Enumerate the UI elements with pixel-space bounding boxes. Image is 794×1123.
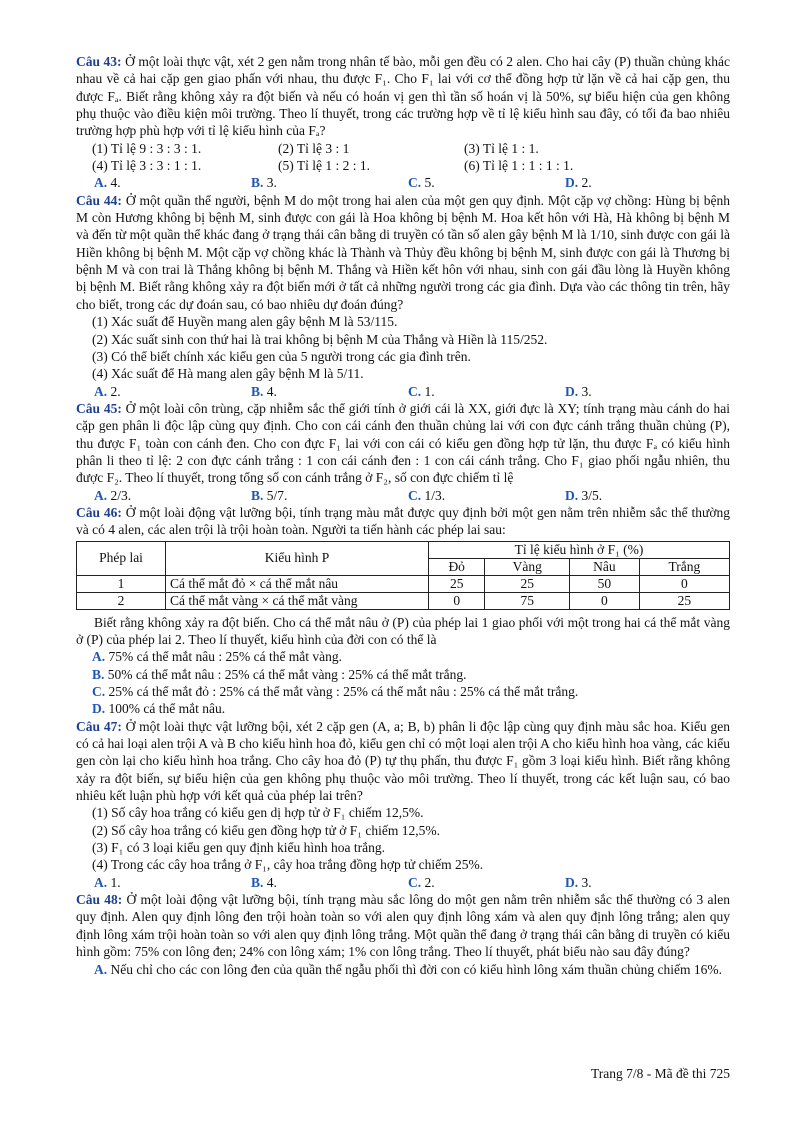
cell: 1: [77, 575, 166, 592]
cell: 25: [485, 575, 570, 592]
question-text: Ở một loài thực vật lưỡng bội, xét 2 cặp gen (A, a; B, b) phân li độc lập cùng quy định màu sắc hoa. Kiểu gen có cả hai loại alen trội A và B cho kiểu hình hoa đỏ, kiểu gen chỉ có một loại alen trội A cho kiểu hình hoa vàng, các kiểu gen còn lại cho kiểu hình hoa trắng. Cho cây hoa đỏ (P) tự thụ phấn, thu được F₁ gồm 3 loại kiểu hình. Biết rằng không xảy ra đột biến, sự biểu hiện của gen không phụ thuộc vào môi trường. Theo lí thuyết, trong các kết luận sau, có bao nhiêu kết luận phù hợp với kết quả của phép lai trên?: [76, 718, 730, 804]
cell: Cá thể mắt vàng × cá thể mắt vàng: [166, 592, 429, 609]
header-color: Đỏ: [429, 558, 485, 575]
header-color: Nâu: [570, 558, 640, 575]
statement-item: (1) Xác suất để Huyền mang alen gây bệnh M là 53/115.: [92, 314, 398, 330]
cross-table: [76, 541, 730, 610]
answer-options: [76, 487, 730, 504]
cell: 50: [570, 575, 640, 592]
cell: 0: [639, 575, 729, 592]
statement-item: (2) Xác suất sinh con thứ hai là trai không bị bệnh M của Thắng và Hiền là 115/252.: [92, 331, 548, 347]
cell: 0: [570, 592, 640, 609]
option-b[interactable]: B. 5/7.: [251, 487, 288, 503]
option-c[interactable]: C. 25% cá thể mắt đỏ : 25% cá thể mắt vàng : 25% cá thể mắt nâu : 25% cá thể mắt trắng.: [92, 684, 579, 699]
table-row: [77, 592, 730, 609]
header-phenotype: Kiểu hình P: [166, 541, 429, 575]
statement-item: (3) F₁ có 3 loại kiểu gen quy định kiểu hình hoa trắng.: [92, 840, 386, 856]
question-label: Câu 44:: [76, 192, 122, 208]
option-b[interactable]: B. 4.: [251, 383, 277, 399]
option-a[interactable]: A. 75% cá thể mắt nâu : 25% cá thể mắt vàng.: [92, 649, 343, 665]
cell: Cá thể mắt đỏ × cá thể mắt nâu: [166, 575, 429, 592]
question-46: [76, 504, 730, 539]
option-a[interactable]: A. 2.: [94, 383, 121, 399]
case-item: (1) Tỉ lệ 9 : 3 : 3 : 1.: [92, 140, 202, 156]
question-label: Câu 43:: [76, 54, 122, 69]
case-row: [76, 140, 730, 157]
option-b[interactable]: B. 50% cá thể mắt nâu : 25% cá thể mắt vàng : 25% cá thể mắt trắng.: [92, 666, 467, 682]
option-d[interactable]: D. 2.: [565, 175, 592, 191]
answer-options: [76, 174, 730, 191]
case-item: (3) Tỉ lệ 1 : 1.: [464, 140, 539, 156]
question-text: Ở một loài thực vật, xét 2 gen nằm trong nhân tế bào, mỗi gen đều có 2 alen. Cho hai cây (P) thuần chủng khác nhau về cả hai cặp gen giao phấn với nhau, thu được F₁. Cho F₁ lai với cơ thể đồng hợp tử lặn về cả hai cặp gen, thu được Fₐ. Biết rằng không xảy ra đột biến và nếu có hoán vị gen thì tần số hoán vị là 50%, sự biểu hiện của gen không phụ thuộc vào điều kiện môi trường. Theo lí thuyết, trong các trường hợp về tỉ lệ kiểu hình sau đây, có tối đa bao nhiêu trường hợp phù hợp với tỉ lệ kiểu hình của Fₐ?: [76, 54, 730, 139]
question-45: [76, 400, 730, 487]
case-item: (6) Tỉ lệ 1 : 1 : 1 : 1.: [464, 158, 574, 174]
statement-item: (2) Số cây hoa trắng có kiểu gen đồng hợp tử ở F₁ chiếm 12,5%.: [92, 822, 440, 838]
page-footer: Trang 7/8 - Mã đề thi 725: [591, 1066, 730, 1081]
question-text: Ở một loài động vật lưỡng bội, tính trạng màu mắt được quy định bởi một gen nằm trên nhiễm sắc thể thường và có 4 alen, các alen trội là trội hoàn toàn. Người ta tiến hành các phép lai sau:: [76, 504, 730, 538]
question-47: [76, 718, 730, 805]
option-c[interactable]: C. 5.: [408, 175, 435, 191]
option-d[interactable]: D. 3/5.: [565, 487, 603, 503]
case-item: (5) Tỉ lệ 1 : 2 : 1.: [278, 158, 370, 174]
answer-options: [76, 383, 730, 400]
question-44: [76, 192, 730, 313]
option-d[interactable]: D. 3.: [565, 874, 592, 890]
question-43: [76, 53, 730, 140]
cell: 2: [77, 592, 166, 609]
question-label: Câu 47:: [76, 718, 122, 734]
header-color: Vàng: [485, 558, 570, 575]
statement-item: (3) Có thể biết chính xác kiểu gen của 5 người trong các gia đình trên.: [92, 348, 471, 364]
question-label: Câu 48:: [76, 892, 123, 908]
option-b[interactable]: B. 4.: [251, 874, 277, 890]
exam-page: [76, 53, 730, 978]
question-text: Ở một loài côn trùng, cặp nhiễm sắc thể giới tính ở giới cái là XX, giới đực là XY; tính trạng màu cánh do hai cặp gen phân li độc lập cùng quy định. Cho con cái cánh đen thuần chủng lai với con đực cánh trắng thuần chủng (P), thu được F₁ toàn con cánh đen. Cho con đực F₁ lai với con cái có kiểu gen đồng hợp tử lặn, thu được Fₐ có kiểu hình phân li theo tỉ lệ: 2 con đực cánh trắng : 1 con cái cánh đen : 1 con cái cánh trắng. Cho F₁ giao phối ngẫu nhiên, thu được F₂. Theo lí thuyết, trong tổng số con cánh trắng ở F₂, số con đực chiếm tỉ lệ: [76, 400, 730, 486]
cell: 25: [429, 575, 485, 592]
cell: 0: [429, 592, 485, 609]
question-46-followup: Biết rằng không xảy ra đột biến. Cho cá thể mắt nâu ở (P) của phép lai 1 giao phối với một trong hai cá thể mắt vàng ở (P) của phép lai 2. Theo lí thuyết, kiểu hình của đời con có thể là: [76, 614, 730, 647]
table-header-row: [77, 541, 730, 558]
answer-options: [76, 874, 730, 891]
option-c[interactable]: C. 1.: [408, 383, 435, 399]
cell: 75: [485, 592, 570, 609]
option-a[interactable]: A. 2/3.: [94, 487, 132, 503]
option-c[interactable]: C. 1/3.: [408, 487, 446, 503]
option-b[interactable]: B. 3.: [251, 175, 277, 191]
option-a[interactable]: A. 1.: [94, 874, 121, 890]
question-text: Ở một quần thể người, bệnh M do một trong hai alen của một gen quy định. Một cặp vợ chồng: Hùng bị bệnh M còn Hương không bị bệnh M, sinh được con gái là Hoa không bị bệnh M. Hoa kết hôn với Hà, Hà không bị bệnh M và đến từ một quần thể khác đang ở trạng thái cân bằng di truyền có tần số alen gây bệnh M là 1/10, sinh được con gái là Hiền không bị bệnh M. Một cặp vợ chồng khác là Thành và Thủy đều không bị bệnh M, sinh được con gái là Thương bị bệnh M và con trai là Thắng không bị bệnh M. Thắng và Hiền kết hôn với nhau, sinh con gái đầu lòng là Huyền không bị bệnh M. Biết rằng không xảy ra đột biến mới ở tất cả những người trong các gia đình. Dựa vào các thông tin trên, hãy cho biết, trong các dự đoán sau, có bao nhiêu dự đoán đúng?: [76, 192, 730, 312]
option-a[interactable]: A. Nếu chỉ cho các con lông đen của quần thể ngẫu phối thì đời con có kiểu hình lông xám thuần chủng chiếm 16%.: [94, 961, 722, 977]
case-row: [76, 157, 730, 174]
statement-item: (1) Số cây hoa trắng có kiểu gen dị hợp tử ở F₁ chiếm 12,5%.: [92, 805, 424, 821]
option-d[interactable]: D. 3.: [565, 383, 592, 399]
header-ratio: Tỉ lệ kiểu hình ở F₁ (%): [429, 541, 730, 558]
option-d[interactable]: D. 100% cá thể mắt nâu.: [92, 701, 226, 717]
header-cross: Phép lai: [77, 541, 166, 575]
cell: 25: [639, 592, 729, 609]
statement-item: (4) Trong các cây hoa trắng ở F₁, cây hoa trắng đồng hợp tử chiếm 25%.: [92, 857, 484, 873]
option-a[interactable]: A. 4.: [94, 175, 121, 191]
statement-item: (4) Xác suất để Hà mang alen gây bệnh M là 5/11.: [92, 366, 364, 382]
header-color: Trắng: [639, 558, 729, 575]
option-c[interactable]: C. 2.: [408, 874, 435, 890]
case-item: (4) Tỉ lệ 3 : 3 : 1 : 1.: [92, 158, 202, 174]
question-text: Ở một loài động vật lưỡng bội, tính trạng màu sắc lông do một gen nằm trên nhiễm sắc thể thường có 3 alen quy định. Alen quy định lông đen trội hoàn toàn so với alen quy định lông xám và alen quy định lông trắng; alen quy định lông xám trội hoàn toàn so với alen quy định lông trắng. Một quần thể đang ở trạng thái cân bằng di truyền có kiểu hình gồm: 75% con lông đen; 24% con lông xám; 1% con lông trắng. Theo lí thuyết, phát biểu nào sau đây đúng?: [76, 892, 731, 960]
question-label: Câu 46:: [76, 504, 122, 520]
question-label: Câu 45:: [76, 400, 122, 416]
question-48: [76, 891, 730, 960]
case-item: (2) Tỉ lệ 3 : 1: [278, 140, 350, 156]
table-row: [77, 575, 730, 592]
